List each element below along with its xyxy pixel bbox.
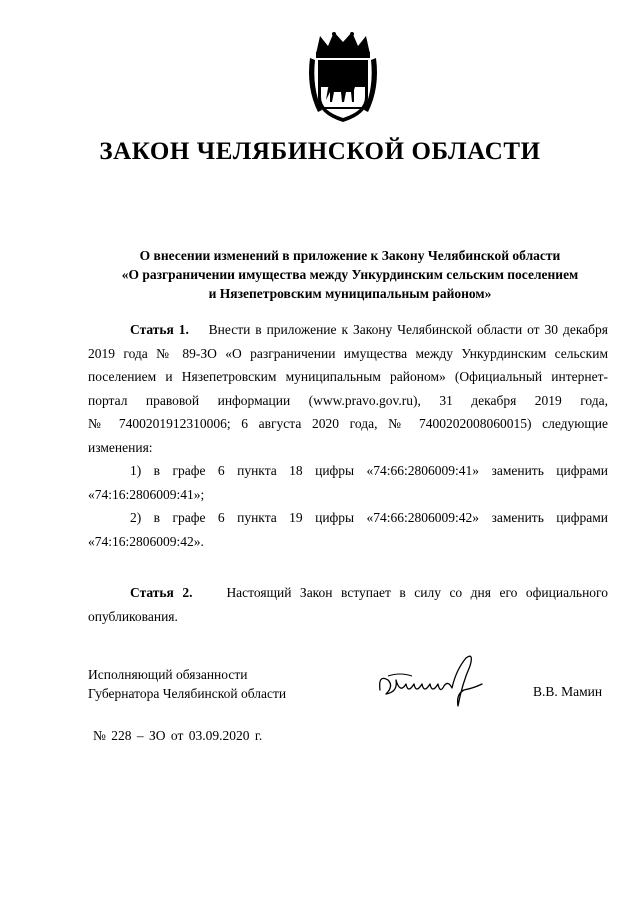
subtitle-line: О внесении изменений в приложение к Закону Челябинской области [139, 248, 561, 263]
article-2 [88, 581, 608, 628]
signatory-position-line: Губернатора Челябинской области [88, 686, 287, 701]
signatory-position [88, 665, 286, 703]
article-1-label: Статья 1. [130, 322, 189, 337]
article-1-text-line: поселением и Нязепетровским муниципальным районом» (Официальный интернет- [88, 369, 608, 384]
article-1-text-line: Внести в приложение к Закону Челябинской области от 30 декабря [208, 322, 608, 337]
subtitle-line: и Нязепетровским муниципальным районом» [208, 286, 492, 301]
handwritten-signature [374, 650, 494, 710]
article-2-first-line [88, 581, 608, 605]
article-1 [88, 318, 608, 553]
article-1-text-line: изменения: [88, 439, 153, 455]
document-number: № 228 – ЗО от 03.09.2020 г. [93, 728, 263, 743]
subtitle-line: «О разграничении имущества между Ункурдинским сельским поселением [121, 267, 579, 282]
article-1-item-1-line: «74:16:2806009:41»; [88, 486, 205, 502]
article-2-text-line: опубликования. [88, 608, 178, 624]
article-1-item-2-line: «74:16:2806009:42». [88, 533, 204, 549]
article-2-label: Статья 2. [130, 585, 193, 600]
signatory-name: В.В. Мамин [533, 684, 603, 699]
article-1-text-line: № 7400201912310006; 6 августа 2020 года, № 7400202008060015) следующие [88, 416, 608, 431]
page-title: ЗАКОН ЧЕЛЯБИНСКОЙ ОБЛАСТИ [99, 138, 541, 165]
signatory-position-line: Исполняющий обязанности [88, 667, 248, 682]
article-1-item-1-line: 1) в графе 6 пункта 18 цифры «74:66:2806009:41» заменить цифрами [130, 463, 608, 478]
article-1-item-2-line: 2) в графе 6 пункта 19 цифры «74:66:2806009:42» заменить цифрами [130, 510, 608, 525]
article-1-text-line: портал правовой информации (www.pravo.gov.ru), 31 декабря 2019 года, [88, 392, 608, 408]
article-1-first-line [88, 318, 608, 342]
law-subtitle [60, 246, 640, 303]
article-2-text-line: Настоящий Закон вступает в силу со дня его официального [226, 585, 609, 600]
article-1-text-line: 2019 года № 89-ЗО «О разграничении имущества между Ункурдинским сельским [88, 345, 608, 361]
chelyabinsk-coat-of-arms-icon [306, 28, 380, 124]
